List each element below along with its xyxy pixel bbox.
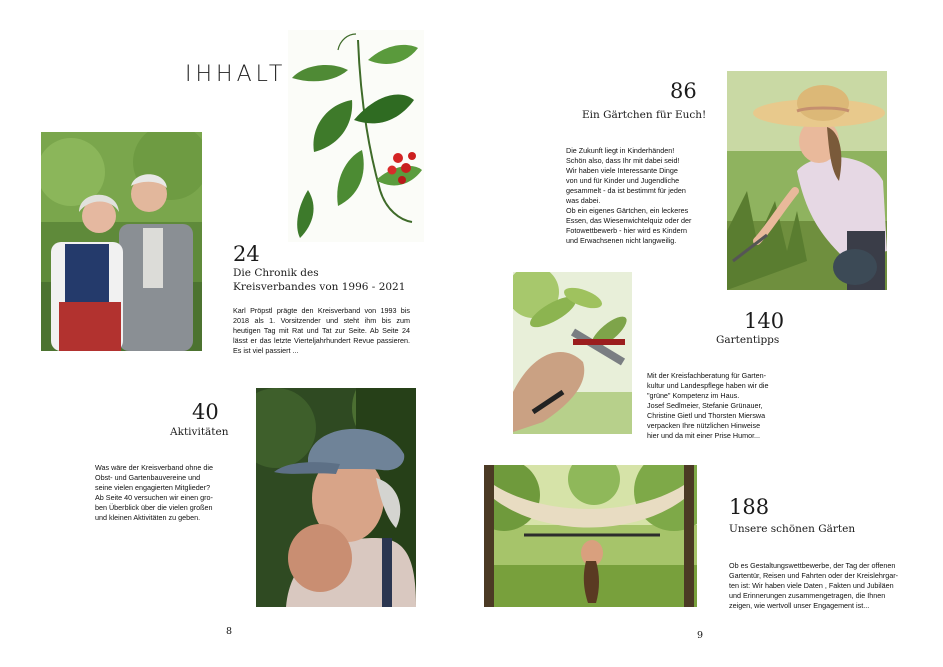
entry-chronik-heading-line: Kreisverbandes von 1996 - 2021	[233, 281, 406, 293]
text-line: Obst- und Gartenbauvereine und	[95, 473, 201, 482]
entry-chronik-page: 24	[233, 242, 260, 266]
photo-garden-hammock	[484, 465, 697, 607]
text-line: Ob ein eigenes Gärtchen, ein leckeres	[566, 206, 689, 215]
botanical-illustration	[288, 30, 424, 242]
photo-old-man-cap	[256, 388, 416, 607]
entry-gaertchen-text	[566, 146, 706, 246]
entry-gaerten-text	[729, 561, 907, 611]
text-line: Die Zukunft liegt in Kinderhänden!	[566, 146, 675, 155]
text-line: Schön also, dass Ihr mit dabei seid!	[566, 156, 680, 165]
entry-gartentipps-heading: Gartentipps	[716, 334, 780, 346]
photo-elderly-couple	[41, 132, 202, 351]
text-line: und kleinen Aktivitäten zu geben.	[95, 513, 201, 522]
entry-aktivitaeten-heading: Aktivitäten	[170, 426, 229, 438]
entry-gartentipps-text	[647, 371, 787, 441]
text-line: seine vielen engagierten Mitglieder?	[95, 483, 211, 492]
entry-gartentipps-page: 140	[744, 309, 785, 333]
text-line: verpacken Ihre nützlichen Hinweise	[647, 421, 761, 430]
text-line: Gartentür, Reisen und Fahrten oder der Kreislehrgar-	[729, 571, 898, 580]
text-line: Ob es Gestaltungswettbewerbe, der Tag der offenen	[729, 561, 896, 570]
text-line: ten ist: Wir haben viele Daten , Fakten und Jubiläen	[729, 581, 894, 590]
entry-gaerten-heading: Unsere schönen Gärten	[729, 523, 856, 535]
photo-pruning-shears	[513, 272, 632, 434]
entry-aktivitaeten-text	[95, 463, 225, 523]
text-line: Was wäre der Kreisverband ohne die	[95, 463, 213, 472]
text-line: Mit der Kreisfachberatung für Garten-	[647, 371, 767, 380]
entry-gaertchen-heading: Ein Gärtchen für Euch!	[582, 109, 707, 121]
text-line: Fotowettbewerb - hier wird es Kindern	[566, 226, 688, 235]
text-line: kultur und Landespflege haben wir die	[647, 381, 769, 390]
text-line: Essen, das Wiesenwichtelquiz oder der	[566, 216, 692, 225]
text-line: Christine Gietl und Thorsten Mierswa	[647, 411, 766, 420]
entry-chronik-heading-line: Die Chronik des	[233, 267, 319, 279]
entry-chronik-text: Karl Pröpstl prägte den Kreisverband von 1993 bis 2018 als 1. Vorsitzender und steht ihm bis zum heutigen Tag mit Rat und Tat zur Seite. Ab Seite 24 lässt er das letzte Vierteljahrhundert Revue passieren. Es ist viel passiert ...	[233, 306, 410, 355]
text-line: Josef Sedlmeier, Stefanie Grünauer,	[647, 401, 763, 410]
text-line: "grüne" Kompetenz im Haus.	[647, 391, 740, 400]
entry-chronik-heading	[233, 266, 405, 294]
text-line: gesammelt - da ist bestimmt für jeden	[566, 186, 686, 195]
text-line: von und für Kinder und Jugendliche	[566, 176, 680, 185]
page-number-left: 8	[226, 626, 233, 637]
page-title: IHHALT	[185, 62, 287, 87]
text-line: Ab Seite 40 versuchen wir einen gro-	[95, 493, 213, 502]
text-line: Wir haben viele Interessante Dinge	[566, 166, 678, 175]
entry-gaertchen-page: 86	[670, 79, 697, 103]
text-line: hier und da mit einer Prise Humor...	[647, 431, 761, 440]
text-line: was dabei.	[566, 196, 601, 205]
text-line: und Erinnerungen zusammengetragen, die Ihnen	[729, 591, 886, 600]
text-line: zeigen, wie wertvoll unser Engagement ist...	[729, 601, 870, 610]
text-line: und Erwachsenen nicht langweilig.	[566, 236, 677, 245]
page-number-right: 9	[697, 630, 704, 641]
entry-aktivitaeten-page: 40	[192, 400, 219, 424]
photo-child-gardening	[727, 71, 887, 290]
text-line: ben Überblick über die vielen großen	[95, 503, 213, 512]
entry-gaerten-page: 188	[729, 495, 770, 519]
